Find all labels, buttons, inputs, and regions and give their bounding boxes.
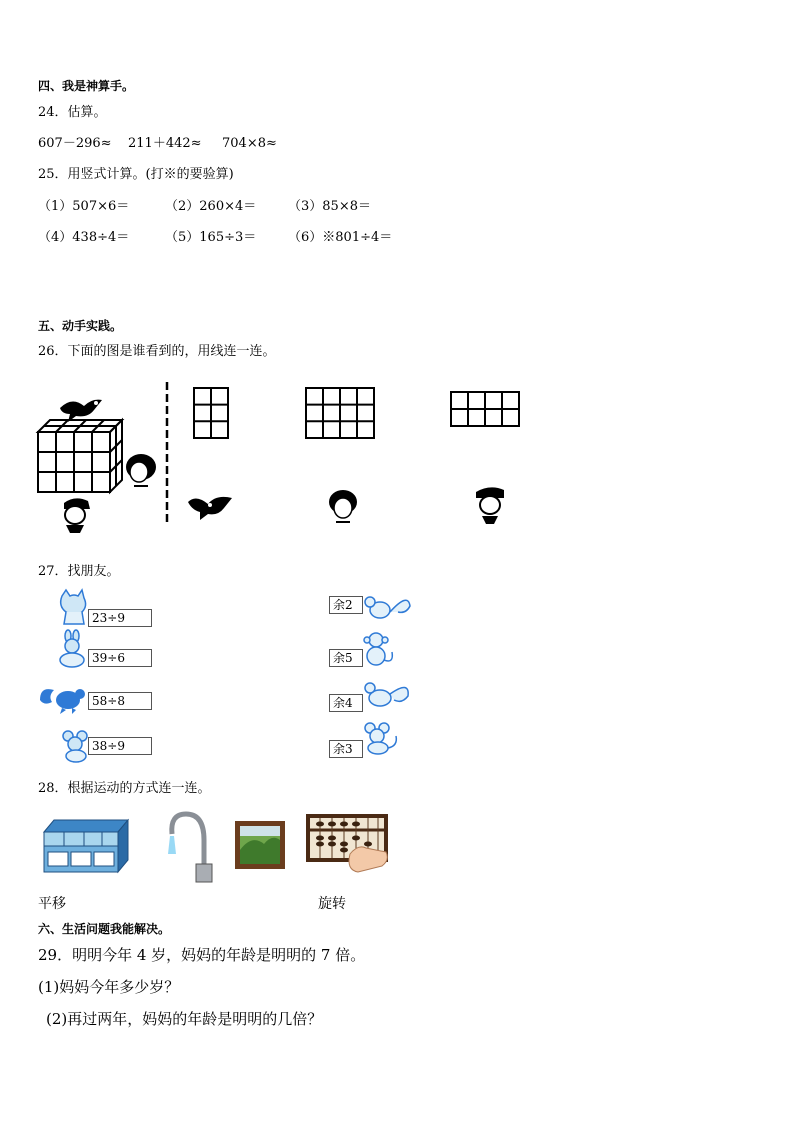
mouse-outline-icon (360, 718, 400, 758)
picture-frame-icon (234, 820, 286, 870)
q27-right-box-2: 余5 (329, 649, 363, 667)
q25-label: 25．用竖式计算。(打※的要验算) (38, 167, 234, 182)
q26-label: 26．下面的图是谁看到的，用线连一连。 (38, 344, 276, 359)
view-4x3-grid (304, 386, 378, 440)
faucet-icon (166, 810, 216, 884)
q27-right-box-4: 余3 (329, 740, 363, 758)
section6-title: 六、生活问题我能解决。 (38, 922, 171, 936)
q28-label: 28．根据运动的方式连一连。 (38, 781, 211, 796)
monkey-icon (358, 630, 398, 670)
q28-right-word: 旋转 (318, 896, 346, 912)
q25-item-3: （3）85×8＝ (288, 199, 371, 214)
boy-icon (58, 495, 92, 535)
q25-item-4: （4）438÷4＝ (38, 230, 130, 245)
q24-label: 24．估算。 (38, 105, 107, 120)
q29-label: 29．明明今年 4 岁，妈妈的年龄是明明的 7 倍。 (38, 946, 366, 964)
squirrel-outline-icon (360, 592, 412, 624)
boy-observer-icon (472, 484, 508, 526)
section4-title: 四、我是神算手。 (38, 79, 135, 93)
q27-left-box-4: 38÷9 (88, 737, 152, 755)
cat-icon (56, 588, 92, 626)
dashed-divider (164, 382, 170, 522)
q25-item-1: （1）507×6＝ (38, 199, 130, 214)
q27-label: 27．找朋友。 (38, 564, 120, 579)
bird-icon (58, 394, 110, 424)
q25-item-6: （6）※801÷4＝ (288, 230, 393, 245)
q25-item-2: （2）260×4＝ (165, 199, 257, 214)
section5-title: 五、动手实践。 (38, 319, 123, 333)
view-4x2-grid (449, 390, 523, 428)
squirrel-icon (38, 684, 90, 714)
drawer-cabinet-icon (40, 818, 130, 876)
q24-item-1: 607－296≈ (38, 136, 112, 151)
q28-left-word: 平移 (38, 896, 66, 912)
girl-icon (124, 452, 158, 488)
q27-left-box-3: 58÷8 (88, 692, 152, 710)
q24-item-3: 704×8≈ (222, 136, 277, 151)
rabbit-icon (54, 630, 90, 668)
q24-item-2: 211＋442≈ (128, 136, 202, 151)
girl-observer-icon (326, 488, 360, 526)
q29-sub2: (2)再过两年，妈妈的年龄是明明的几倍？ (46, 1010, 323, 1028)
q25-item-5: （5）165÷3＝ (165, 230, 257, 245)
q27-right-box-3: 余4 (329, 694, 363, 712)
q27-left-box-2: 39÷6 (88, 649, 152, 667)
bird-observer-icon (186, 492, 238, 522)
q27-left-box-1: 23÷9 (88, 609, 152, 627)
squirrel-outline-icon-2 (358, 676, 412, 712)
q29-sub1: (1)妈妈今年多少岁？ (38, 978, 180, 996)
q27-right-box-1: 余2 (329, 596, 363, 614)
view-2x3-grid (192, 386, 232, 440)
abacus-icon (306, 814, 392, 876)
